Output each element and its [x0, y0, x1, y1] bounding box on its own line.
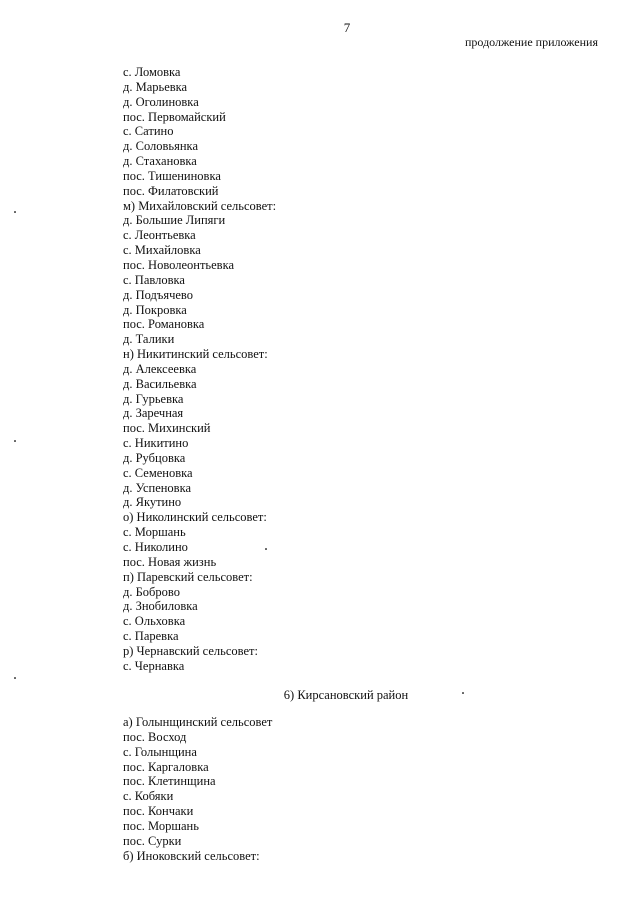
settlement-list-part1: [123, 65, 276, 674]
list-item: о) Николинский сельсовет:: [123, 510, 267, 525]
list-item: д. Оголиновка: [123, 94, 199, 109]
list-item: б) Иноковский сельсовет:: [123, 848, 260, 863]
list-item: д. Гурьевка: [123, 391, 184, 406]
list-item: д. Знобиловка: [123, 599, 198, 614]
list-item: д. Покровка: [123, 302, 187, 317]
section-heading: 6) Кирсановский район: [283, 688, 409, 702]
list-item: с. Моршань: [123, 525, 186, 540]
scan-speck: [462, 692, 464, 694]
list-item: с. Никитино: [123, 436, 189, 451]
list-item: д. Марьевка: [123, 79, 188, 94]
list-item: д. Большие Липяги: [123, 213, 226, 228]
list-item: м) Михайловский сельсовет:: [123, 198, 277, 213]
list-item: д. Боброво: [123, 584, 180, 599]
list-item: с. Леонтьевка: [123, 228, 196, 243]
list-item: р) Чернавский сельсовет:: [123, 643, 258, 658]
list-item: д. Успеновка: [123, 480, 192, 495]
list-item: с. Михайловка: [123, 243, 201, 258]
list-item: а) Голынщинский сельсовет: [123, 715, 273, 729]
list-item: н) Никитинский сельсовет:: [123, 347, 268, 362]
list-item: пос. Кончаки: [123, 804, 194, 819]
list-item: пос. Восход: [123, 729, 187, 744]
list-item: с. Николино: [123, 540, 188, 554]
list-item: д. Подъячево: [123, 287, 194, 302]
list-item: с. Павловка: [123, 272, 185, 287]
list-item: с. Ломовка: [123, 65, 181, 79]
continuation-note: продолжение приложения: [465, 35, 598, 49]
list-item: пос. Клетинщина: [123, 774, 216, 789]
scan-speck: [265, 548, 267, 550]
list-item: д. Талики: [123, 332, 175, 347]
list-item: д. Якутино: [123, 495, 182, 510]
list-item: пос. Романовка: [123, 317, 205, 332]
scan-speck: [14, 677, 16, 679]
list-item: д. Соловьянка: [123, 139, 198, 154]
list-item: пос. Тишениновка: [123, 168, 221, 183]
list-item: д. Заречная: [123, 406, 184, 421]
list-item: с. Семеновка: [123, 465, 193, 480]
list-item: с. Кобяки: [123, 789, 174, 804]
list-item: д. Васильевка: [123, 376, 197, 391]
list-item: с. Чернавка: [123, 658, 185, 673]
list-item: с. Паревка: [123, 629, 179, 644]
list-item: с. Ольховка: [123, 614, 186, 629]
list-item: пос. Новая жизнь: [123, 554, 217, 569]
list-item: п) Паревский сельсовет:: [123, 569, 253, 584]
list-item: пос. Каргаловка: [123, 759, 209, 774]
list-item: д. Алексеевка: [123, 361, 197, 376]
list-item: д. Рубцовка: [123, 450, 186, 465]
list-item: с. Сатино: [123, 124, 174, 139]
list-item: д. Стахановка: [123, 154, 197, 169]
scan-speck: [14, 211, 16, 213]
list-item: пос. Филатовский: [123, 183, 219, 198]
list-item: пос. Михинский: [123, 421, 211, 436]
settlement-list-part2: [123, 715, 272, 863]
scan-speck: [14, 440, 16, 442]
list-item: пос. Сурки: [123, 833, 182, 848]
list-item: с. Голынщина: [123, 744, 197, 759]
page-number: 7: [343, 20, 351, 35]
list-item: пос. Моршань: [123, 818, 199, 833]
list-item: пос. Новолеонтьевка: [123, 257, 234, 272]
list-item: пос. Первомайский: [123, 109, 226, 124]
